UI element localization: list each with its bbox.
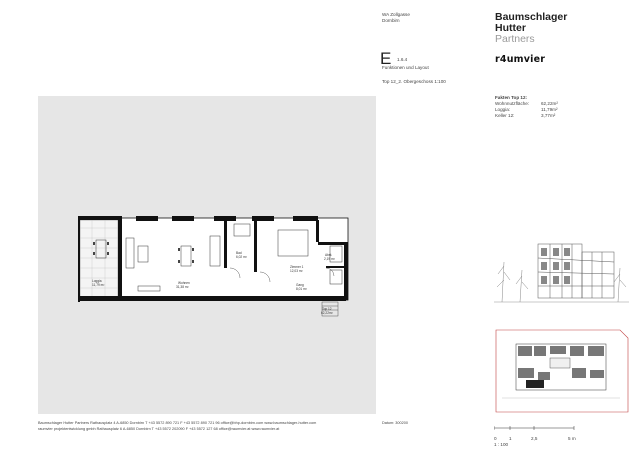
fact-label: Wohnnutzfläche: — [495, 101, 530, 106]
brand-line-1: Baumschlager — [495, 11, 568, 23]
room-label-zimmer: Zimmer 1 — [290, 265, 304, 269]
footer-address-bhp: Baumschlager Hutter Partners Rathausplatz 4 A-6850 Dornbirn T +43 5572 890 721 F +43 5572 890 721 96 office@bhp-dornbirn.com www.baumschlager-hutter.com — [38, 421, 317, 425]
room-area-gang: 8,01 m² — [296, 287, 307, 291]
footer-address-raumvier: raumvier projektentwicklung gmbh Rathausplatz 6 A-6850 Dornbirn T +43 5572 202090 F +43 5572 127 68 office@raumvier.at www.raumvier.at — [38, 427, 280, 431]
fact-label: Keller 12: — [495, 113, 515, 118]
room-label-wohnen: Wohnen — [178, 281, 190, 285]
room-label-gang: Gang — [296, 283, 304, 287]
fact-value: 3,77m² — [541, 113, 556, 118]
room-area-wohnen: 31,38 m² — [176, 285, 189, 289]
scale-tick: 5 m — [568, 436, 576, 441]
scale-tick: 1 — [509, 436, 512, 441]
partner-logo: r4umvier — [495, 54, 546, 65]
facts-panel — [495, 95, 585, 119]
section-letter: E — [380, 49, 392, 68]
floor-plan-panel — [38, 96, 376, 414]
room-label-bad: Bad — [236, 251, 242, 255]
floor-plan-drawing — [38, 96, 376, 414]
room-label-abst: Abst. — [325, 253, 333, 257]
footer-date: Datum: 300200 — [382, 421, 408, 425]
room-label-loggia: Loggia — [92, 279, 102, 283]
brand-line-3: Partners — [495, 33, 535, 45]
room-area-bad: 6,02 m² — [236, 255, 247, 259]
scale-ratio: 1 : 100 — [494, 442, 509, 447]
fact-value: 11,79m² — [541, 107, 558, 112]
room-area-loggia: 11,79 m² — [92, 283, 105, 287]
brand-line-2: Hutter — [495, 22, 526, 34]
project-location: Dornbirn — [382, 18, 400, 23]
facts-title: Fakten Top 12: — [495, 95, 528, 100]
fact-value: 62,22m² — [541, 101, 558, 106]
scale-bar — [494, 418, 614, 448]
section-subtitle: Funktionen und Layout — [382, 65, 429, 70]
unit-area: 62,22m² — [321, 311, 333, 315]
scale-tick: 0 — [494, 436, 497, 441]
fact-row — [495, 113, 585, 119]
unit-title: Top 12_2. Obergeschoss 1:100 — [382, 79, 446, 84]
unit-label: Top 12 — [322, 307, 332, 311]
fact-label: Loggia: — [495, 107, 511, 112]
project-name: WA Zollgasse — [382, 12, 410, 17]
building-perspective-illustration — [494, 232, 629, 312]
section-number: 1.6.4 — [397, 57, 408, 62]
scale-bar-graphic — [494, 425, 614, 431]
room-area-zimmer: 12,03 m² — [290, 269, 303, 273]
room-area-abst: 2,19 m² — [324, 257, 335, 261]
site-key-plan — [494, 328, 629, 414]
scale-tick: 2,5 — [531, 436, 538, 441]
